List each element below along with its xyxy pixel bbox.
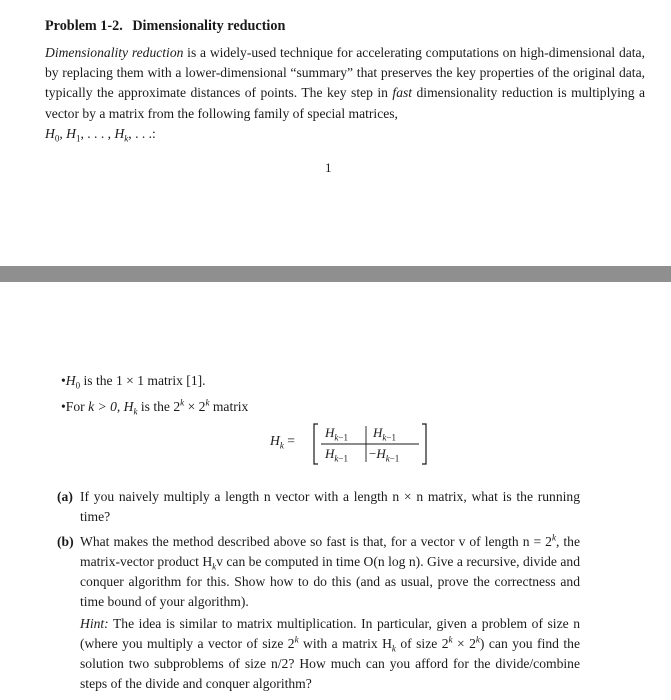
hint-text-3: of size 2 [395, 636, 449, 651]
matrix-cell-top-left: $H_{k-1}$ [325, 425, 348, 443]
intro-paragraph [45, 43, 645, 144]
intro-text-2: dimensionality reduction is multiplying a vector by a matrix from the following family of special matrices, [45, 85, 646, 121]
hint-text-1: The idea is similar to matrix multiplication. In particular, given a problem of size n (where you multiply a vector of size 2 [80, 616, 580, 651]
hk-symbol: $H_k$ [123, 399, 138, 417]
hint-text-5: ) can you find the solution two subproblems of size n/2? How much can you afford for the divide/combine steps of the divide and conquer algorithm? [80, 636, 580, 691]
page-divider [0, 266, 671, 282]
bullet-2-prefix: For [65, 399, 89, 414]
bullet-2-condition: k > 0, [88, 399, 124, 414]
matrix-family-list: $H_0$, $H_1$, . . . , $H_k$, . . .: [45, 125, 156, 144]
intro-term: Dimensionality reduction [45, 45, 184, 60]
matrix-lhs: $H_k$ = [270, 433, 295, 451]
hadamard-matrix-equation [270, 422, 430, 466]
problem-number: Problem 1-2. [45, 18, 123, 34]
document-page-2 [0, 282, 671, 700]
matrix-cell-top-right: $H_{k-1}$ [373, 425, 396, 443]
bullet-h0 [61, 371, 206, 391]
hint-text-2: with a matrix H [298, 636, 392, 651]
h0-symbol: $H_0$ [65, 373, 81, 391]
problem-heading: Dimensionality reduction [132, 18, 286, 34]
intro-emphasis: fast [392, 85, 413, 101]
question-b-text-2: , the matrix-vector product H [80, 534, 580, 569]
page-number: 1 [325, 160, 332, 175]
intro-text-1: is a widely-used technique for accelerating computations on high-dimensional data, by replacing them with a lower-dimensional “summary” that preserves the key properties of the original data, typically the approximate distances of points. The key step in [45, 45, 645, 101]
question-b-label: (b) [57, 534, 74, 549]
hint-label: Hint: [80, 616, 109, 631]
hint-text-4: × 2 [452, 636, 476, 651]
matrix-cell-bottom-left: $H_{k-1}$ [325, 446, 348, 464]
bullet-2-text: is the 2 [137, 399, 181, 414]
question-a [57, 487, 580, 527]
question-b-text-3: v can be computed in time O(n log n). Give a recursive, divide and conquer algorithm for this. Show how to do this (and as usual, prove the correctness and time bound of your algorithm). [80, 554, 580, 609]
document-page-1 [0, 0, 671, 265]
bullet-1-text: is the 1 × 1 matrix [1]. [80, 373, 206, 388]
question-a-label: (a) [57, 489, 73, 504]
bullet-dot: • [61, 373, 66, 388]
question-b: (b) What makes the method described above so fast is that, for a vector v of length $n = 2^k$, the matrix-vector product $H_kv$ can be computed in time O(n log n). Give a recursive, divide and conquer algorithm for this. Show how to do this (and as usual, prove the correctness and time bound of your algorithm). Hint: The idea is similar to matrix multiplication. In particular, given a problem of size n (where you multiply a vector of size 2$^k$ with a matrix $H_k$ of size $2^k \times 2^k$) can you find the solution two subproblems of size n/2? How much can you afford for the divide/combine steps of the divide and conquer algorithm? [57, 532, 580, 694]
question-list [57, 487, 580, 694]
question-a-text: If you naively multiply a length n vector with a length n × n matrix, what is the running time? [80, 489, 580, 524]
hint-paragraph: Hint: The idea is similar to matrix multiplication. In particular, given a problem of size n (where you multiply a vector of size 2$^k$ with a matrix $H_k$ of size $2^k \times 2^k$) can you find the solution two subproblems of size n/2? How much can you afford for the divide/combine steps of the divide and conquer algorithm? [80, 616, 580, 691]
question-b-text-1: What makes the method described above so fast is that, for a vector v of length n = 2 [80, 534, 552, 549]
bullet-2-times: × 2 [184, 399, 206, 414]
problem-title [45, 18, 285, 35]
bullet-2-tail: matrix [209, 399, 249, 414]
bullet-hk: •For k > 0, $H_k$ is the $2^k \times 2^k$ matrix [61, 397, 249, 417]
bullet-dot: • [61, 399, 66, 414]
matrix-cell-bottom-right: $-H_{k-1}$ [369, 446, 400, 464]
